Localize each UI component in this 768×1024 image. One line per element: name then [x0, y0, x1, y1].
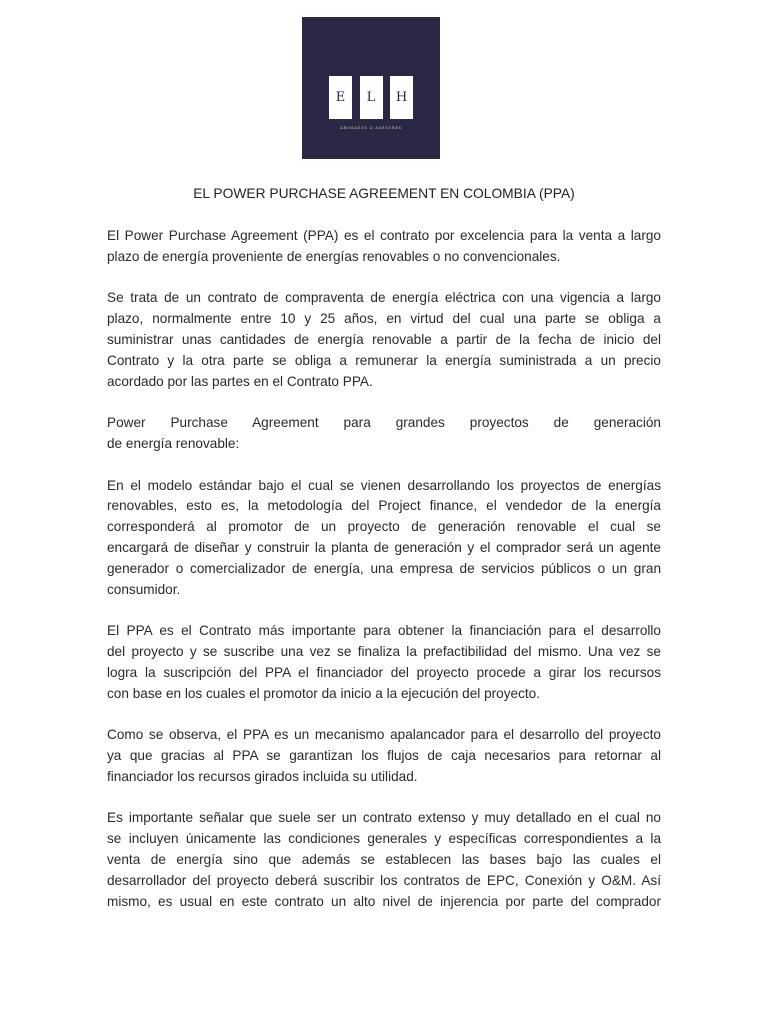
text-line: Como se observa, el PPA es un mecanismo apalancador para el desarrollo del proyecto: [107, 727, 661, 743]
text-line: financiador los recursos girados incluida su utilidad.: [107, 768, 418, 784]
logo-letters: [329, 76, 413, 120]
text-line: de energía renovable:: [107, 435, 240, 451]
text-line: ya que gracias al PPA se garantizan los flujos de caja necesarios para retornar al: [107, 747, 661, 763]
text-line: Es importante señalar que suele ser un contrato extenso y muy detallado en el cual no: [107, 810, 661, 826]
paragraph-2: [107, 288, 661, 392]
text-line: En el modelo estándar bajo el cual se vienen desarrollando los proyectos de energías: [107, 477, 661, 493]
logo-letter-h: H: [390, 76, 413, 119]
document-title: EL POWER PURCHASE AGREEMENT EN COLOMBIA (PPA): [193, 186, 575, 201]
text-line: acordado por las partes en el Contrato PPA.: [107, 373, 373, 389]
paragraph-7: [107, 808, 661, 912]
text-line: plazo, normalmente entre 10 y 25 años, en virtud del cual una parte se obliga a: [107, 311, 661, 327]
paragraph-1: [107, 226, 661, 268]
logo-letter-e: E: [329, 76, 352, 119]
text-line: venta de energía sino que además se establecen las bases bajo las cuales el: [107, 851, 661, 867]
text-line: consumidor.: [107, 581, 181, 597]
text-line: se incluyen únicamente las condiciones generales y específicas correspondientes a la: [107, 831, 661, 847]
text-line: Contrato y la otra parte se obliga a remunerar la energía suministrada a un precio: [107, 352, 661, 368]
text-line: con base en los cuales el promotor da inicio a la ejecución del proyecto.: [107, 685, 540, 701]
text-line: del proyecto y se suscribe una vez se finaliza la prefactibilidad del mismo. Una vez se: [107, 643, 661, 659]
text-line: generador o comercializador de energía, una empresa de servicios públicos o un gran: [107, 560, 661, 576]
text-line: encargará de diseñar y construir la planta de generación y el comprador será un agente: [107, 539, 661, 555]
firm-logo: [302, 17, 440, 159]
logo-letter-l: L: [360, 76, 383, 119]
paragraph-3: [107, 413, 661, 455]
paragraph-5: [107, 621, 661, 704]
paragraph-4: [107, 476, 661, 601]
paragraph-6: [107, 725, 661, 787]
text-line: mismo, es usual en este contrato un alto nivel de injerencia por parte del comprador: [107, 893, 661, 909]
text-line: desarrollador del proyecto deberá suscribir los contratos de EPC, Conexión y O&M. Así: [107, 872, 661, 888]
logo-tagline: ABOGADOS & ASESORES: [340, 126, 402, 130]
document-body: [107, 226, 661, 912]
text-line: logra la suscripción del PPA el financiador del proyecto procede a girar los recursos: [107, 664, 661, 680]
text-line: renovables, esto es, la metodología del Project finance, el vendedor de la energía: [107, 498, 661, 514]
text-line: plazo de energía proveniente de energías renovables o no convencionales.: [107, 248, 561, 264]
text-line: El Power Purchase Agreement (PPA) es el contrato por excelencia para la venta a largo: [107, 228, 661, 243]
text-line: Power Purchase Agreement para grandes proyectos de generación: [107, 415, 661, 431]
text-line: Se trata de un contrato de compraventa de energía eléctrica con una vigencia a largo: [107, 290, 661, 306]
text-line: suministrar unas cantidades de energía renovable a partir de la fecha de inicio del: [107, 331, 661, 347]
text-line: corresponderá al promotor de un proyecto de generación renovable el cual se: [107, 519, 661, 535]
text-line: El PPA es el Contrato más importante para obtener la financiación para el desarrollo: [107, 623, 661, 639]
